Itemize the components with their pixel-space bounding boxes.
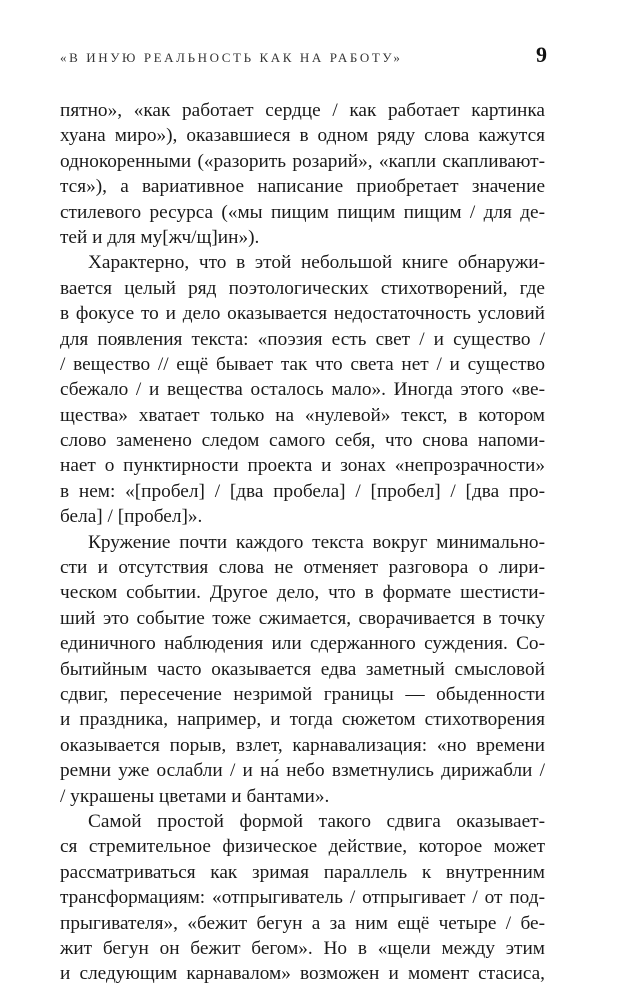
text-line: Кружение почти каждого текста вокруг минимально- [88,531,545,553]
text-line: щества» хватает только на «нулевой» текст, в котором [60,404,545,426]
text-line: вается целый ряд поэтологических стихотворений, где [60,277,545,299]
text-line: и праздника, например, и тогда сюжетом стихотворения [60,709,545,731]
text-line: Самой простой формой такого сдвига оказывает- [88,810,545,832]
text-line: жит бегун он бежит бегом». Но в «щели между этим [60,937,545,959]
text-line: трансформациям: «отпрыгиватель / отпрыгивает / от под- [60,887,545,909]
text-line: оказывается порыв, взлет, карнавализация: «но времени [60,734,545,756]
page-number: 9 [536,42,547,67]
body-text [60,98,545,987]
text-line: ческом событии. Другое дело, что в формате шестисти- [60,582,545,604]
text-line: стилевого ресурса («мы пищим пищим пищим / для де- [60,201,545,223]
text-line: единичного наблюдения или сдержанного суждения. Со- [60,633,545,655]
text-line: ший это событие тоже сжимается, сворачивается в точку [60,607,545,629]
text-line: Характерно, что в этой небольшой книге обнаружи- [88,252,545,274]
text-line: нает о пунктирности проекта и зонах «непрозрачности» [60,455,545,477]
text-line: сдвиг, пересечение незримой границы — обыденности [60,683,545,705]
text-line: бытийным часто оказывается едва заметный смысловой [60,658,545,680]
text-line: в нем: «[пробел] / [два пробела] / [пробел] / [два про- [60,480,545,502]
text-line: рассматриваться как зримая параллель к внутренним [60,861,545,883]
text-line: сбежало / и вещества осталось мало». Иногда этого «ве- [60,379,545,401]
text-line: / украшены цветами и бантами». [60,785,330,807]
text-line: и следующим карнавалом» возможен и момент стасиса, [60,963,545,985]
text-line: ся стремительное физическое действие, которое может [60,836,545,858]
text-line: в фокусе то и дело оказывается недостаточность условий [60,303,545,325]
text-line: прыгивателя», «бежит бегун а за ним ещё четыре / бе- [60,912,545,934]
text-line: однокоренными («разорить розарий», «капли скапливают- [60,150,545,172]
text-line: тей и для му[жч/щ]ин»). [60,226,260,248]
text-line: тся»), а вариативное написание приобретает значение [60,176,545,198]
text-line: пятно», «как работает сердце / как работает картинка [60,100,545,121]
text-line: слово заменено следом самого себя, что снова напоми- [60,430,545,452]
text-line: ремни уже ослабли / и на́ небо взметнулись дирижабли / [60,760,545,782]
text-line: бела] / [пробел]». [60,506,203,528]
text-line: хуана миро»), оказавшиеся в одном ряду слова кажутся [60,125,545,147]
text-line: / вещество // ещё бывает так что света нет / и существо [60,353,545,375]
text-line: для появления текста: «поэзия есть свет / и существо / [60,328,545,350]
running-head: «В ИНУЮ РЕАЛЬНОСТЬ КАК НА РАБОТУ» [60,50,403,65]
text-line: сти и отсутствия слова не отменяет разговора о лири- [60,557,545,579]
